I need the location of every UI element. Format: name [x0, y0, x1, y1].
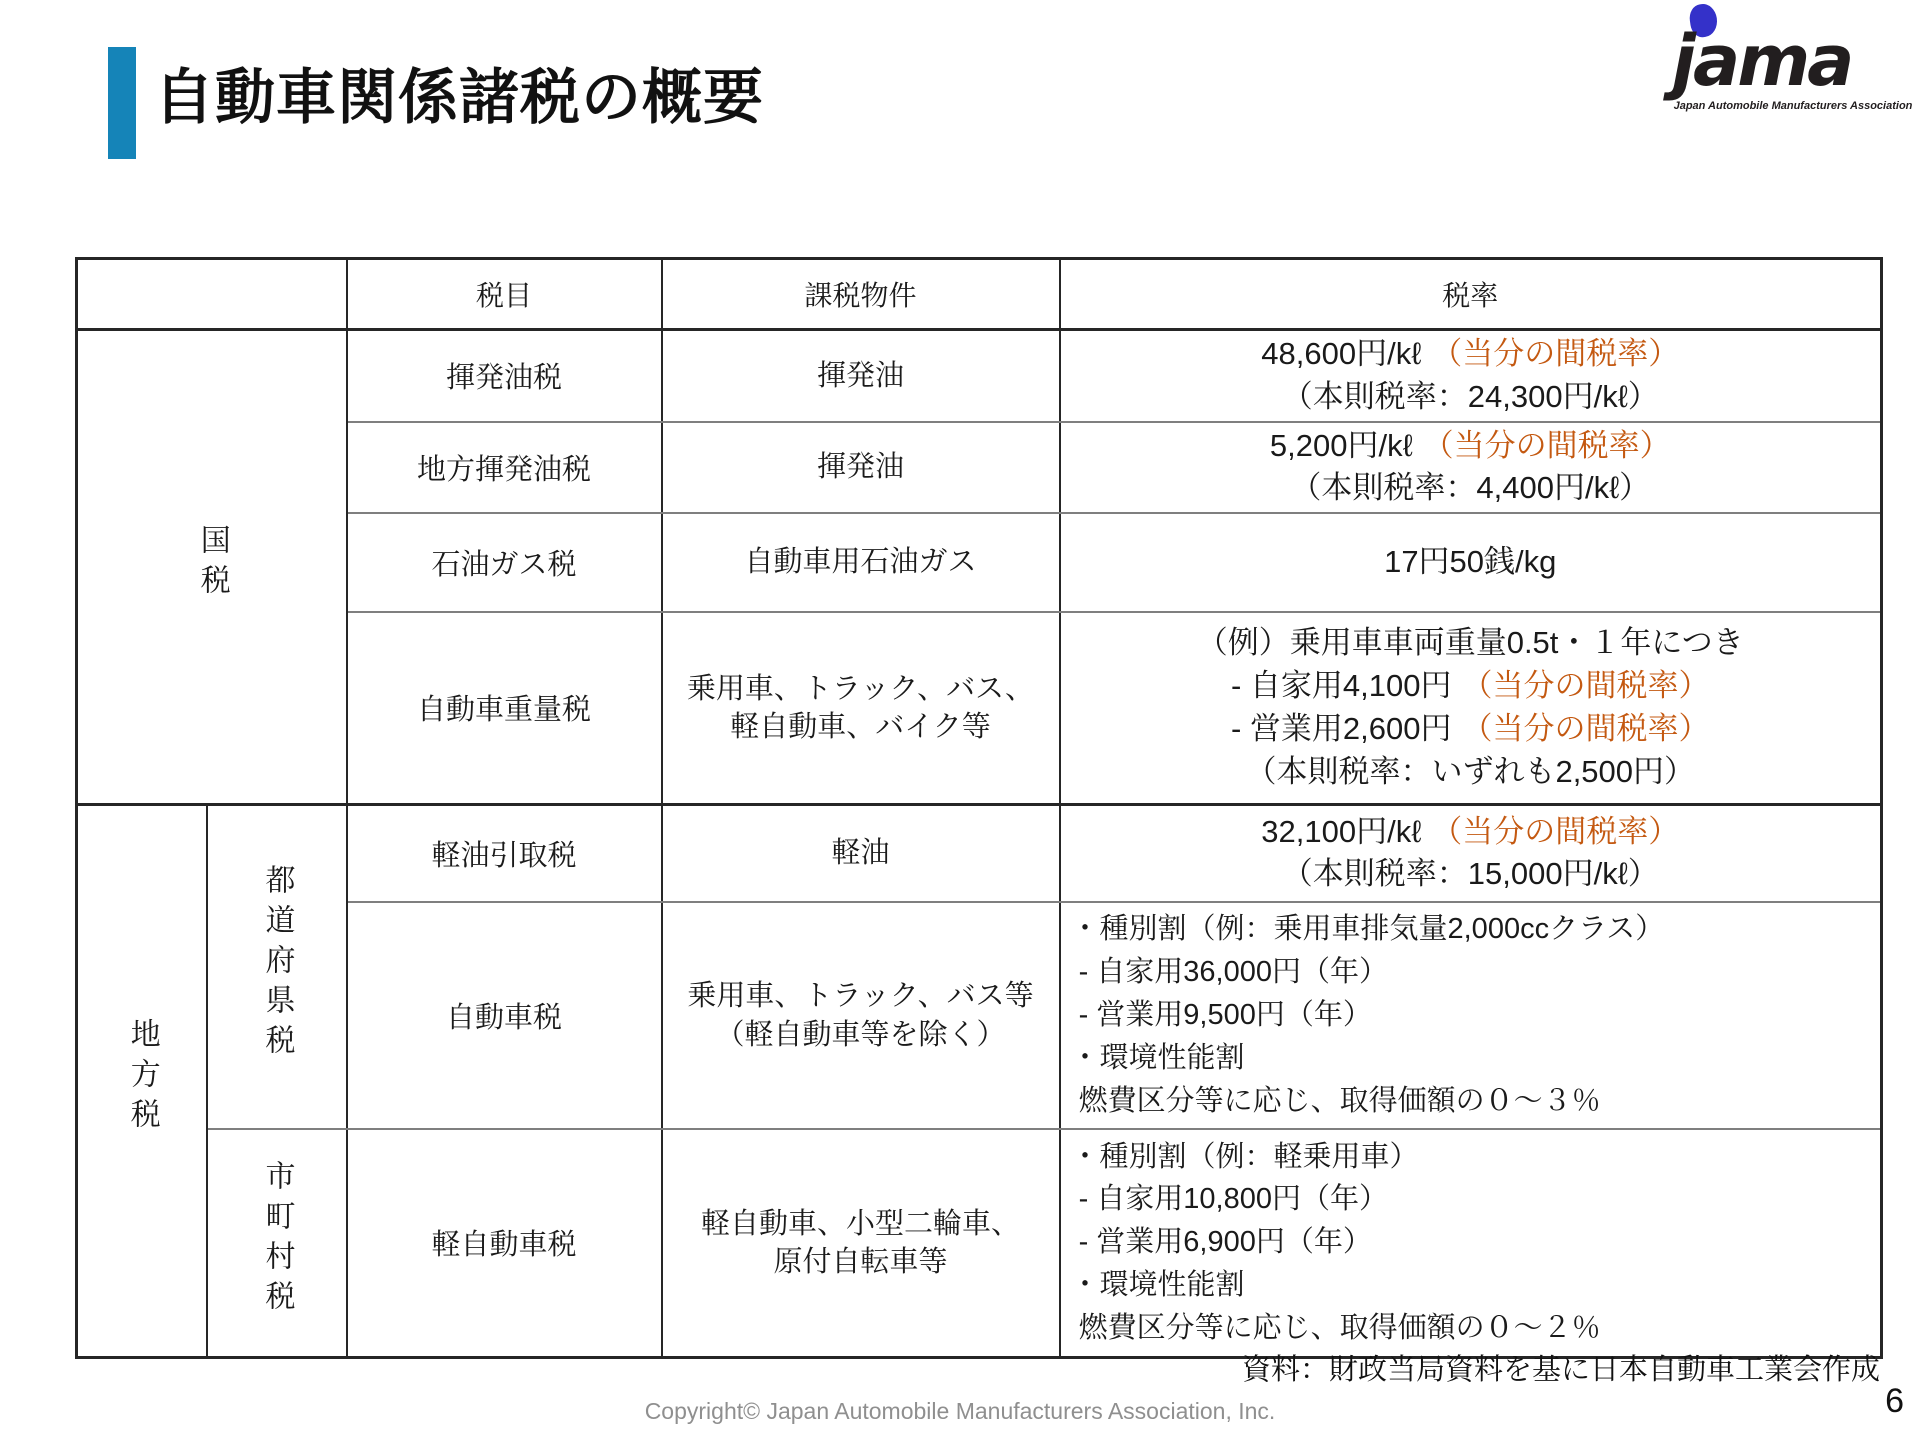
tax-overview-table — [75, 257, 1883, 1359]
tax-item-cell: 石油ガス税 — [347, 513, 662, 612]
provisional-rate-note: （当分の間税率） — [1422, 427, 1671, 463]
jama-logo — [1668, 6, 1918, 112]
page-number: 6 — [1885, 1382, 1904, 1420]
taxable-object-cell: 乗用車、トラック、バス等 （軽自動車等を除く） — [662, 902, 1060, 1129]
taxable-object-cell: 軽自動車、小型二輪車、 原付自転車等 — [662, 1129, 1060, 1357]
group-prefectural — [207, 804, 347, 1129]
tax-rate-cell: 48,600円/kℓ （当分の間税率） （本則税率：24,300円/kℓ） — [1060, 330, 1882, 422]
table-row — [77, 422, 1882, 514]
tax-item-cell: 軽油引取税 — [347, 804, 662, 902]
group-national — [77, 330, 347, 805]
col-header-rate: 税率 — [1060, 259, 1882, 330]
tax-item-cell: 軽自動車税 — [347, 1129, 662, 1357]
title-accent-bar — [108, 47, 136, 159]
tax-item-cell: 揮発油税 — [347, 330, 662, 422]
tax-rate-cell: 5,200円/kℓ （当分の間税率） （本則税率：4,400円/kℓ） — [1060, 422, 1882, 514]
taxable-object-cell: 揮発油 — [662, 330, 1060, 422]
tax-item-cell: 地方揮発油税 — [347, 422, 662, 514]
logo-wordmark: jama — [1672, 20, 1852, 102]
table-row — [77, 612, 1882, 804]
group-local — [77, 804, 207, 1357]
table-row — [77, 330, 1882, 422]
tax-rate-cell: 32,100円/kℓ （当分の間税率） （本則税率：15,000円/kℓ） — [1060, 804, 1882, 902]
corner-cell — [77, 259, 347, 330]
page-title: 自動車関係諸税の概要 — [154, 64, 764, 131]
provisional-rate-note: （当分の間税率） — [1431, 336, 1680, 371]
group-municipal — [207, 1129, 347, 1357]
logo-tagline: Japan Automobile Manufacturers Association — [1673, 100, 1913, 112]
group-local-label: 地方税 — [125, 1018, 159, 1139]
provisional-rate-note: （当分の間税率） — [1461, 710, 1710, 746]
tax-item-cell: 自動車税 — [347, 902, 662, 1129]
source-note: 資料：財政当局資料を基に日本自動車工業会作成 — [1241, 1354, 1880, 1386]
copyright-text: Copyright© Japan Automobile Manufacturers Association, Inc. — [644, 1398, 1276, 1424]
tax-rate-cell: ・種別割（例：軽乗用車） - 自家用10,800円（年） - 営業用6,900円（年） ・環境性能割 燃費区分等に応じ、取得価額の０～２％ — [1060, 1129, 1882, 1357]
taxable-object-cell: 乗用車、トラック、バス、 軽自動車、バイク等 — [662, 612, 1060, 804]
table-row — [77, 1129, 1882, 1357]
table-row — [77, 513, 1882, 612]
tax-item-cell: 自動車重量税 — [347, 612, 662, 804]
tax-rate-cell: ・種別割（例：乗用車排気量2,000ccクラス） - 自家用36,000円（年） - 営業用9,500円（年） ・環境性能割 燃費区分等に応じ、取得価額の０～３％ — [1060, 902, 1882, 1129]
taxable-object-cell: 軽油 — [662, 804, 1060, 902]
taxable-object-cell: 揮発油 — [662, 422, 1060, 514]
group-municipal-label: 市町村税 — [260, 1160, 294, 1321]
tax-rate-cell: （例）乗用車車両重量0.5t・１年につき - 自家用4,100円 （当分の間税率） - 営業用2,600円 （当分の間税率） （本則税率：いずれも2,500円） — [1060, 612, 1882, 804]
group-prefectural-label: 都道府県税 — [260, 864, 294, 1065]
table-row — [77, 804, 1882, 902]
provisional-rate-note: （当分の間税率） — [1461, 668, 1710, 704]
col-header-object: 課税物件 — [662, 259, 1060, 330]
provisional-rate-note: （当分の間税率） — [1431, 813, 1680, 849]
tax-rate-cell: 17円50銭/kg — [1060, 513, 1882, 612]
col-header-item: 税目 — [347, 259, 662, 330]
taxable-object-cell: 自動車用石油ガス — [662, 513, 1060, 612]
table-row — [77, 902, 1882, 1129]
group-national-label: 国税 — [195, 524, 229, 605]
